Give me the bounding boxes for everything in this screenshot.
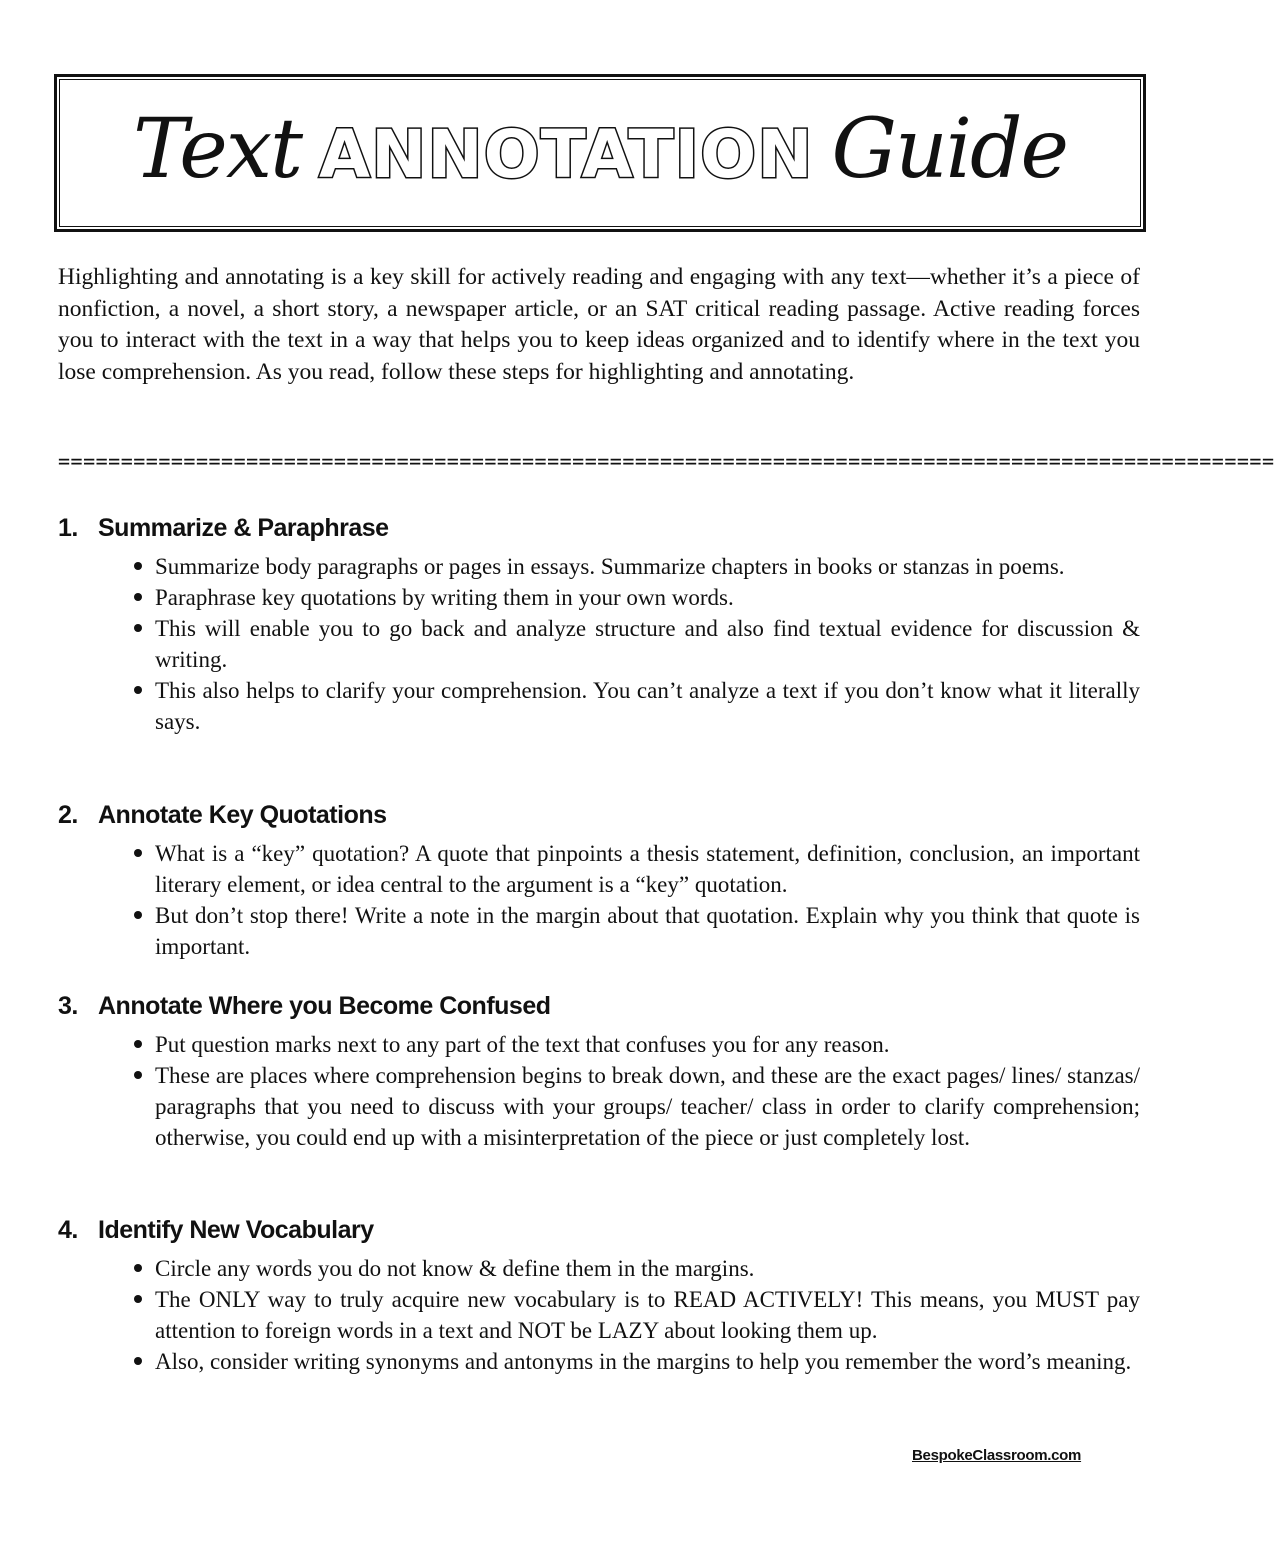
section-number: 2. xyxy=(58,801,78,829)
title-word-guide: Guide xyxy=(831,101,1068,197)
section-number: 1. xyxy=(58,514,78,542)
list-item: What is a “key” quotation? A quote that pinpoints a thesis statement, definition, conclusion, an important literary element, or idea central to the argument is a “key” quotation. xyxy=(155,838,1140,900)
section-number: 3. xyxy=(58,992,78,1020)
section-heading xyxy=(58,991,1140,1021)
bullet-list xyxy=(58,838,1140,962)
bullet-list xyxy=(58,551,1140,737)
list-item: Put question marks next to any part of the text that confuses you for any reason. xyxy=(155,1029,1140,1060)
section-confused xyxy=(58,991,1140,1153)
list-item: Paraphrase key quotations by writing them in your own words. xyxy=(155,582,1140,613)
intro-paragraph: Highlighting and annotating is a key skill for actively reading and engaging with any text—whether it’s a piece of nonfiction, a novel, a short story, a newspaper article, or an SAT critical reading passage. Active reading forces you to interact with the text in a way that helps you to keep ideas organized and to identify where in the text you lose comprehension. As you read, follow these steps for highlighting and annotating. xyxy=(58,264,1140,385)
footer-website-link[interactable]: BespokeClassroom.com xyxy=(912,1447,1082,1464)
section-heading xyxy=(58,1215,1140,1245)
list-item: This also helps to clarify your comprehension. You can’t analyze a text if you don’t know what it literally says. xyxy=(155,675,1140,737)
section-key-quotations xyxy=(58,800,1140,962)
section-number: 4. xyxy=(58,1216,78,1244)
list-item: Summarize body paragraphs or pages in essays. Summarize chapters in books or stanzas in poems. xyxy=(155,551,1140,582)
title-word-text: Text xyxy=(132,101,302,197)
page-title xyxy=(133,102,1067,197)
title-word-annotation: ANNOTATION xyxy=(319,115,814,193)
list-item: The ONLY way to truly acquire new vocabulary is to READ ACTIVELY! This means, you MUST pay attention to foreign words in a text and NOT be LAZY about looking them up. xyxy=(155,1284,1140,1346)
list-item: Circle any words you do not know & define them in the margins. xyxy=(155,1253,1140,1284)
list-item: But don’t stop there! Write a note in the margin about that quotation. Explain why you think that quote is important. xyxy=(155,900,1140,962)
bullet-list xyxy=(58,1029,1140,1153)
section-heading xyxy=(58,800,1140,830)
section-title: Annotate Where you Become Confused xyxy=(98,992,551,1020)
section-title: Annotate Key Quotations xyxy=(98,801,387,829)
section-heading xyxy=(58,513,1140,543)
section-summarize xyxy=(58,513,1140,737)
bullet-list xyxy=(58,1253,1140,1377)
list-item: This will enable you to go back and analyze structure and also find textual evidence for discussion & writing. xyxy=(155,613,1140,675)
list-item: Also, consider writing synonyms and antonyms in the margins to help you remember the word’s meaning. xyxy=(155,1346,1140,1377)
section-title: Summarize & Paraphrase xyxy=(98,514,389,542)
divider-line: ================================================================================================= xyxy=(58,449,1274,473)
section-title: Identify New Vocabulary xyxy=(98,1216,374,1244)
section-vocabulary xyxy=(58,1215,1140,1377)
list-item: These are places where comprehension begins to break down, and these are the exact pages/ lines/ stanzas/ paragraphs that you need to discuss with your groups/ teacher/ class in order to clarify comprehension; otherwise, you could end up with a misinterpretation of the piece or just completely lost. xyxy=(155,1060,1140,1153)
title-banner xyxy=(54,74,1146,232)
